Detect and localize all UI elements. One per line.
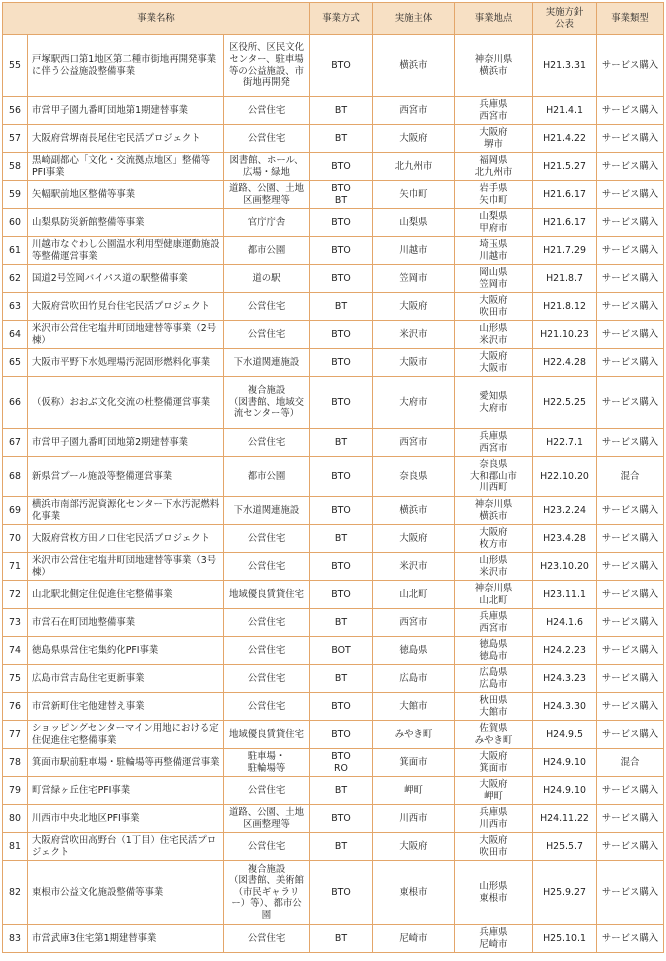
- cell-no: 65: [3, 349, 28, 377]
- cell-project-name: ショッピングセンターマイン用地における定住促進住宅整備事業: [28, 721, 224, 749]
- cell-policy-date: H23.2.24: [533, 497, 597, 525]
- cell-entity: 山北町: [373, 581, 455, 609]
- cell-policy-date: H24.3.23: [533, 665, 597, 693]
- cell-method: BT: [310, 97, 373, 125]
- cell-facility: 道路、公園、土地区画整理等: [224, 181, 310, 209]
- cell-method: BTO: [310, 153, 373, 181]
- cell-project-name: 大阪府営枚方田ノ口住宅民活プロジェクト: [28, 525, 224, 553]
- cell-project-name: 市営新町住宅他建替え事業: [28, 693, 224, 721]
- cell-policy-date: H23.10.20: [533, 553, 597, 581]
- table-row: [3, 637, 664, 665]
- cell-facility: 公営住宅: [224, 925, 310, 953]
- header-method: 事業方式: [310, 3, 373, 35]
- cell-project-type: サービス購入: [597, 609, 664, 637]
- cell-no: 81: [3, 833, 28, 861]
- table-row: [3, 181, 664, 209]
- table-row: [3, 609, 664, 637]
- cell-entity: 横浜市: [373, 35, 455, 97]
- cell-no: 58: [3, 153, 28, 181]
- cell-location: 兵庫県 尼崎市: [455, 925, 533, 953]
- cell-entity: 大阪市: [373, 349, 455, 377]
- cell-method: BOT: [310, 637, 373, 665]
- cell-entity: 西宮市: [373, 429, 455, 457]
- cell-facility: 公営住宅: [224, 609, 310, 637]
- cell-project-name: （仮称）おおぶ文化交流の杜整備運営事業: [28, 377, 224, 429]
- cell-facility: 図書館、ホール、広場・緑地: [224, 153, 310, 181]
- cell-policy-date: H24.9.10: [533, 777, 597, 805]
- cell-method: BTO: [310, 497, 373, 525]
- cell-location: 大阪府 岬町: [455, 777, 533, 805]
- pfi-project-table: [2, 2, 664, 953]
- cell-location: 山形県 米沢市: [455, 321, 533, 349]
- cell-facility: 複合施設 （図書館、地域交流センター等）: [224, 377, 310, 429]
- cell-no: 74: [3, 637, 28, 665]
- cell-location: 神奈川県 横浜市: [455, 35, 533, 97]
- cell-facility: 公営住宅: [224, 553, 310, 581]
- cell-location: 大阪府 大阪市: [455, 349, 533, 377]
- cell-method: BTO: [310, 805, 373, 833]
- cell-project-name: 市営甲子園九番町団地第1期建替事業: [28, 97, 224, 125]
- cell-project-name: 川西市中央北地区PFI事業: [28, 805, 224, 833]
- cell-location: 大阪府 箕面市: [455, 749, 533, 777]
- cell-project-type: サービス購入: [597, 429, 664, 457]
- cell-project-type: サービス購入: [597, 97, 664, 125]
- table-row: [3, 665, 664, 693]
- cell-entity: 徳島県: [373, 637, 455, 665]
- cell-project-type: サービス購入: [597, 497, 664, 525]
- table-row: [3, 265, 664, 293]
- cell-location: 佐賀県 みやき町: [455, 721, 533, 749]
- cell-policy-date: H21.6.17: [533, 181, 597, 209]
- cell-facility: 都市公園: [224, 457, 310, 497]
- cell-project-type: サービス購入: [597, 665, 664, 693]
- table-row: [3, 525, 664, 553]
- cell-method: BTO: [310, 457, 373, 497]
- cell-location: 岩手県 矢巾町: [455, 181, 533, 209]
- cell-no: 73: [3, 609, 28, 637]
- cell-no: 55: [3, 35, 28, 97]
- cell-entity: 笠岡市: [373, 265, 455, 293]
- cell-facility: 都市公園: [224, 237, 310, 265]
- cell-project-type: サービス購入: [597, 265, 664, 293]
- table-header-row: [3, 3, 664, 35]
- cell-project-type: 混合: [597, 457, 664, 497]
- cell-policy-date: H23.11.1: [533, 581, 597, 609]
- cell-entity: 横浜市: [373, 497, 455, 525]
- cell-policy-date: H21.7.29: [533, 237, 597, 265]
- cell-method: BT: [310, 609, 373, 637]
- cell-no: 75: [3, 665, 28, 693]
- cell-method: BTO: [310, 693, 373, 721]
- header-entity: 実施主体: [373, 3, 455, 35]
- table-row: [3, 321, 664, 349]
- cell-method: BTO: [310, 861, 373, 925]
- cell-method: BT: [310, 525, 373, 553]
- table-row: [3, 581, 664, 609]
- cell-entity: 大阪府: [373, 125, 455, 153]
- table-row: [3, 805, 664, 833]
- cell-project-type: サービス購入: [597, 35, 664, 97]
- cell-project-name: 大阪府営吹田竹見台住宅民活プロジェクト: [28, 293, 224, 321]
- cell-policy-date: H21.3.31: [533, 35, 597, 97]
- cell-project-type: 混合: [597, 749, 664, 777]
- cell-facility: 駐車場・ 駐輪場等: [224, 749, 310, 777]
- cell-entity: 大館市: [373, 693, 455, 721]
- cell-facility: 公営住宅: [224, 693, 310, 721]
- cell-project-name: 大阪府営堺南長尾住宅民活プロジェクト: [28, 125, 224, 153]
- cell-project-name: 市営武庫3住宅第1期建替事業: [28, 925, 224, 953]
- cell-facility: 公営住宅: [224, 525, 310, 553]
- cell-method: BTO: [310, 35, 373, 97]
- cell-project-name: 大阪府営吹田高野台（1丁目）住宅民活プロジェクト: [28, 833, 224, 861]
- cell-project-type: サービス購入: [597, 581, 664, 609]
- cell-policy-date: H24.2.23: [533, 637, 597, 665]
- cell-project-type: サービス購入: [597, 237, 664, 265]
- cell-policy-date: H24.1.6: [533, 609, 597, 637]
- cell-project-type: サービス購入: [597, 693, 664, 721]
- cell-location: 奈良県 大和郡山市 川西町: [455, 457, 533, 497]
- cell-project-type: サービス購入: [597, 525, 664, 553]
- cell-facility: 複合施設 （図書館、美術館（市民ギャラリー）等）、都市公園: [224, 861, 310, 925]
- cell-no: 66: [3, 377, 28, 429]
- cell-no: 77: [3, 721, 28, 749]
- cell-entity: 東根市: [373, 861, 455, 925]
- cell-no: 78: [3, 749, 28, 777]
- cell-entity: みやき町: [373, 721, 455, 749]
- cell-policy-date: H21.4.22: [533, 125, 597, 153]
- cell-project-type: サービス購入: [597, 293, 664, 321]
- cell-project-name: 米沢市公営住宅塩井町団地建替等事業（3号棟）: [28, 553, 224, 581]
- cell-no: 82: [3, 861, 28, 925]
- table-row: [3, 349, 664, 377]
- cell-project-name: 大阪市平野下水処理場汚泥固形燃料化事業: [28, 349, 224, 377]
- cell-method: BTO BT: [310, 181, 373, 209]
- cell-project-type: サービス購入: [597, 777, 664, 805]
- cell-entity: 尼崎市: [373, 925, 455, 953]
- cell-entity: 大阪府: [373, 293, 455, 321]
- cell-project-name: 戸塚駅西口第1地区第二種市街地再開発事業に伴う公益施設整備事業: [28, 35, 224, 97]
- cell-method: BTO: [310, 321, 373, 349]
- cell-project-name: 町営緑ヶ丘住宅PFI事業: [28, 777, 224, 805]
- cell-no: 59: [3, 181, 28, 209]
- cell-entity: 川越市: [373, 237, 455, 265]
- cell-project-name: 市営甲子園九番町団地第2期建替事業: [28, 429, 224, 457]
- cell-method: BTO: [310, 553, 373, 581]
- cell-facility: 地域優良賃貸住宅: [224, 581, 310, 609]
- cell-policy-date: H25.9.27: [533, 861, 597, 925]
- cell-method: BT: [310, 833, 373, 861]
- cell-policy-date: H21.8.12: [533, 293, 597, 321]
- cell-entity: 広島市: [373, 665, 455, 693]
- table-row: [3, 209, 664, 237]
- header-policy-date: 実施方針 公表: [533, 3, 597, 35]
- cell-project-type: サービス購入: [597, 637, 664, 665]
- cell-location: 埼玉県 川越市: [455, 237, 533, 265]
- cell-facility: 道の駅: [224, 265, 310, 293]
- table-row: [3, 861, 664, 925]
- cell-location: 山形県 東根市: [455, 861, 533, 925]
- table-row: [3, 153, 664, 181]
- cell-project-name: 新県営プール施設等整備運営事業: [28, 457, 224, 497]
- cell-method: BT: [310, 125, 373, 153]
- cell-facility: 公営住宅: [224, 293, 310, 321]
- cell-location: 大阪府 堺市: [455, 125, 533, 153]
- cell-location: 兵庫県 西宮市: [455, 97, 533, 125]
- cell-no: 76: [3, 693, 28, 721]
- cell-entity: 大阪府: [373, 833, 455, 861]
- cell-entity: 矢巾町: [373, 181, 455, 209]
- cell-no: 80: [3, 805, 28, 833]
- table-row: [3, 833, 664, 861]
- table-row: [3, 237, 664, 265]
- cell-entity: 西宮市: [373, 97, 455, 125]
- cell-location: 山形県 米沢市: [455, 553, 533, 581]
- table-row: [3, 749, 664, 777]
- cell-policy-date: H21.8.7: [533, 265, 597, 293]
- cell-method: BT: [310, 777, 373, 805]
- cell-facility: 公営住宅: [224, 833, 310, 861]
- cell-project-type: サービス購入: [597, 377, 664, 429]
- cell-project-type: サービス購入: [597, 181, 664, 209]
- cell-location: 岡山県 笠岡市: [455, 265, 533, 293]
- cell-location: 兵庫県 西宮市: [455, 609, 533, 637]
- cell-location: 福岡県 北九州市: [455, 153, 533, 181]
- cell-no: 60: [3, 209, 28, 237]
- cell-no: 83: [3, 925, 28, 953]
- cell-policy-date: H21.5.27: [533, 153, 597, 181]
- cell-policy-date: H22.7.1: [533, 429, 597, 457]
- cell-facility: 公営住宅: [224, 637, 310, 665]
- cell-project-type: サービス購入: [597, 553, 664, 581]
- cell-project-name: 黒崎副都心「文化・交流拠点地区」整備等PFI事業: [28, 153, 224, 181]
- table-row: [3, 125, 664, 153]
- cell-facility: 公営住宅: [224, 97, 310, 125]
- cell-policy-date: H21.10.23: [533, 321, 597, 349]
- cell-method: BT: [310, 925, 373, 953]
- cell-location: 愛知県 大府市: [455, 377, 533, 429]
- cell-location: 兵庫県 西宮市: [455, 429, 533, 457]
- table-row: [3, 777, 664, 805]
- table-row: [3, 97, 664, 125]
- cell-facility: 下水道関連施設: [224, 349, 310, 377]
- cell-facility: 地域優良賃貸住宅: [224, 721, 310, 749]
- cell-method: BTO: [310, 237, 373, 265]
- cell-entity: 北九州市: [373, 153, 455, 181]
- cell-project-name: 山梨県防災新館整備等事業: [28, 209, 224, 237]
- cell-no: 69: [3, 497, 28, 525]
- cell-facility: 公営住宅: [224, 125, 310, 153]
- table-row: [3, 553, 664, 581]
- cell-policy-date: H21.6.17: [533, 209, 597, 237]
- cell-location: 大阪府 吹田市: [455, 293, 533, 321]
- cell-project-name: 横浜市南部汚泥資源化センター下水汚泥燃料化事業: [28, 497, 224, 525]
- cell-policy-date: H24.11.22: [533, 805, 597, 833]
- cell-project-name: 川越市なぐわし公園温水利用型健康運動施設等整備運営事業: [28, 237, 224, 265]
- cell-project-name: 山北駅北側定住促進住宅整備事業: [28, 581, 224, 609]
- cell-policy-date: H21.4.1: [533, 97, 597, 125]
- cell-facility: 公営住宅: [224, 321, 310, 349]
- cell-method: BT: [310, 429, 373, 457]
- cell-project-name: 米沢市公営住宅塩井町団地建替等事業（2号棟）: [28, 321, 224, 349]
- cell-policy-date: H24.9.10: [533, 749, 597, 777]
- cell-entity: 川西市: [373, 805, 455, 833]
- cell-location: 兵庫県 川西市: [455, 805, 533, 833]
- cell-project-name: 徳島県県営住宅集約化PFI事業: [28, 637, 224, 665]
- cell-no: 61: [3, 237, 28, 265]
- cell-project-type: サービス購入: [597, 125, 664, 153]
- table-row: [3, 721, 664, 749]
- cell-method: BTO RO: [310, 749, 373, 777]
- cell-location: 神奈川県 山北町: [455, 581, 533, 609]
- cell-entity: 岬町: [373, 777, 455, 805]
- cell-policy-date: H24.9.5: [533, 721, 597, 749]
- cell-location: 広島県 広島市: [455, 665, 533, 693]
- cell-method: BTO: [310, 377, 373, 429]
- cell-policy-date: H25.10.1: [533, 925, 597, 953]
- cell-method: BTO: [310, 209, 373, 237]
- cell-no: 67: [3, 429, 28, 457]
- cell-entity: 奈良県: [373, 457, 455, 497]
- cell-method: BT: [310, 293, 373, 321]
- cell-method: BTO: [310, 721, 373, 749]
- cell-method: BT: [310, 665, 373, 693]
- table-row: [3, 377, 664, 429]
- cell-no: 62: [3, 265, 28, 293]
- cell-no: 70: [3, 525, 28, 553]
- table-row: [3, 497, 664, 525]
- cell-facility: 公営住宅: [224, 777, 310, 805]
- cell-entity: 大府市: [373, 377, 455, 429]
- cell-project-type: サービス購入: [597, 209, 664, 237]
- cell-project-name: 箕面市駅前駐車場・駐輪場等再整備運営事業: [28, 749, 224, 777]
- cell-method: BTO: [310, 581, 373, 609]
- cell-facility: 道路、公園、土地区画整理等: [224, 805, 310, 833]
- cell-location: 徳島県 徳島市: [455, 637, 533, 665]
- cell-facility: 区役所、区民文化センター、駐車場等の公益施設、市街地再開発: [224, 35, 310, 97]
- table-row: [3, 693, 664, 721]
- cell-location: 大阪府 吹田市: [455, 833, 533, 861]
- cell-no: 63: [3, 293, 28, 321]
- cell-entity: 西宮市: [373, 609, 455, 637]
- cell-project-type: サービス購入: [597, 153, 664, 181]
- cell-entity: 箕面市: [373, 749, 455, 777]
- cell-policy-date: H22.4.28: [533, 349, 597, 377]
- cell-no: 72: [3, 581, 28, 609]
- cell-policy-date: H22.10.20: [533, 457, 597, 497]
- cell-no: 57: [3, 125, 28, 153]
- cell-project-type: サービス購入: [597, 721, 664, 749]
- cell-policy-date: H25.5.7: [533, 833, 597, 861]
- cell-project-name: 国道2号笠岡バイパス道の駅整備事業: [28, 265, 224, 293]
- cell-facility: 官庁庁舎: [224, 209, 310, 237]
- cell-facility: 公営住宅: [224, 429, 310, 457]
- cell-entity: 米沢市: [373, 553, 455, 581]
- cell-no: 68: [3, 457, 28, 497]
- cell-entity: 大阪府: [373, 525, 455, 553]
- cell-project-type: サービス購入: [597, 925, 664, 953]
- cell-project-name: 広島市営吉島住宅更新事業: [28, 665, 224, 693]
- cell-project-type: サービス購入: [597, 321, 664, 349]
- cell-policy-date: H24.3.30: [533, 693, 597, 721]
- header-location: 事業地点: [455, 3, 533, 35]
- table-row: [3, 429, 664, 457]
- cell-location: 神奈川県 横浜市: [455, 497, 533, 525]
- table-row: [3, 293, 664, 321]
- header-project-type: 事業類型: [597, 3, 664, 35]
- cell-facility: 下水道関連施設: [224, 497, 310, 525]
- table-body: [3, 35, 664, 953]
- cell-no: 71: [3, 553, 28, 581]
- cell-entity: 米沢市: [373, 321, 455, 349]
- cell-project-type: サービス購入: [597, 349, 664, 377]
- cell-method: BTO: [310, 265, 373, 293]
- cell-no: 64: [3, 321, 28, 349]
- table-row: [3, 925, 664, 953]
- cell-method: BTO: [310, 349, 373, 377]
- cell-project-type: サービス購入: [597, 833, 664, 861]
- header-project-name: 事業名称: [3, 3, 310, 35]
- table-row: [3, 35, 664, 97]
- cell-project-name: 市営石在町団地整備事業: [28, 609, 224, 637]
- cell-project-type: サービス購入: [597, 805, 664, 833]
- cell-project-name: 東根市公益文化施設整備等事業: [28, 861, 224, 925]
- cell-no: 79: [3, 777, 28, 805]
- cell-policy-date: H22.5.25: [533, 377, 597, 429]
- cell-facility: 公営住宅: [224, 665, 310, 693]
- cell-no: 56: [3, 97, 28, 125]
- cell-location: 大阪府 枚方市: [455, 525, 533, 553]
- cell-project-type: サービス購入: [597, 861, 664, 925]
- cell-project-name: 矢幅駅前地区整備等事業: [28, 181, 224, 209]
- cell-location: 山梨県 甲府市: [455, 209, 533, 237]
- cell-location: 秋田県 大館市: [455, 693, 533, 721]
- cell-entity: 山梨県: [373, 209, 455, 237]
- table-row: [3, 457, 664, 497]
- cell-policy-date: H23.4.28: [533, 525, 597, 553]
